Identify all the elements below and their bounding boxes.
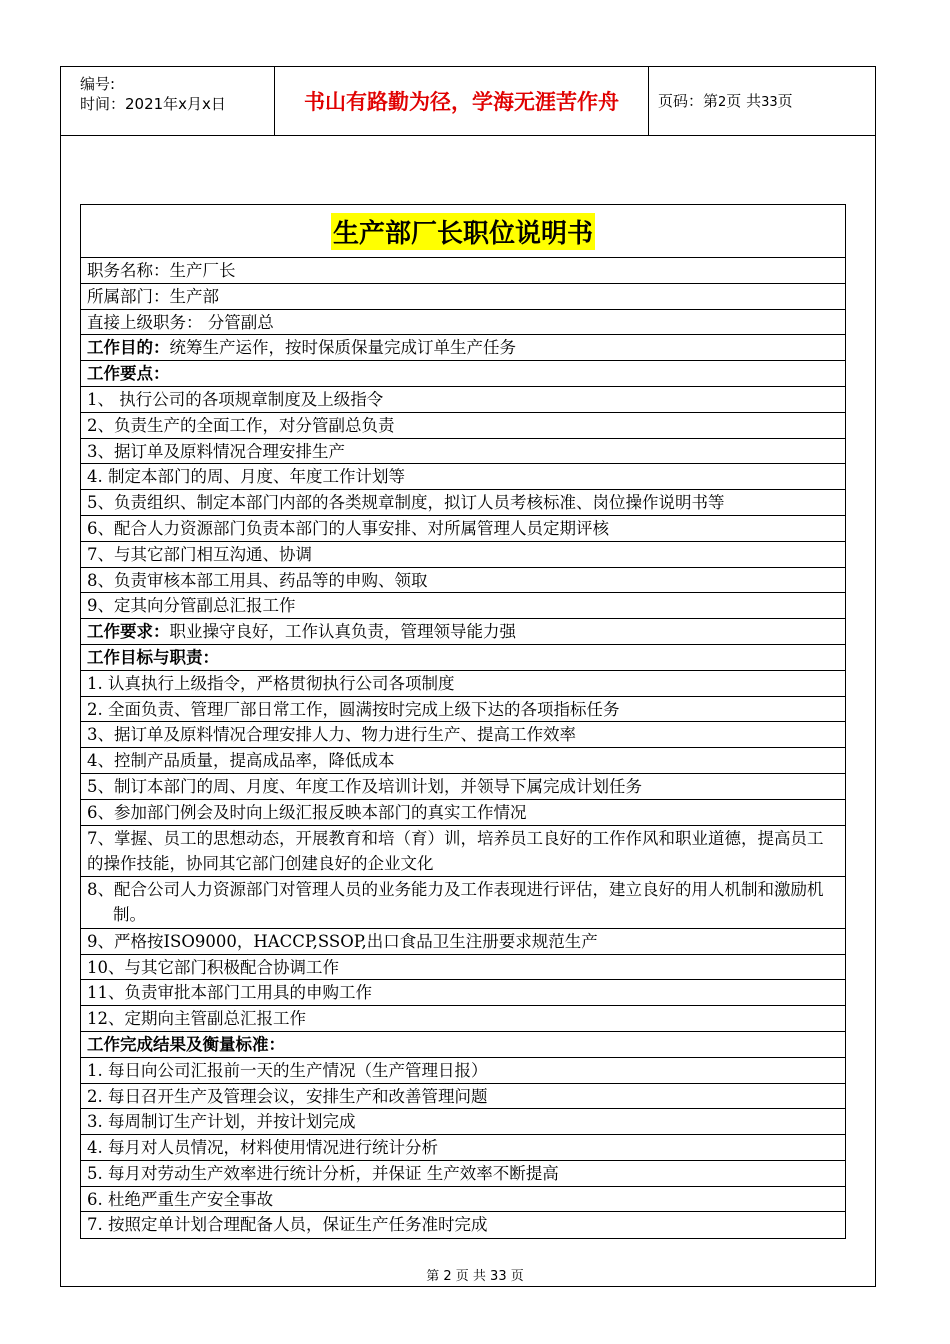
row-text: 3. 每周制订生产计划，并按计划完成 xyxy=(87,1112,356,1132)
row-text: 9、定其向分管副总汇报工作 xyxy=(87,596,296,616)
table-row xyxy=(81,568,845,594)
table-row xyxy=(81,387,845,413)
row-text: 1、 执行公司的各项规章制度及上级指令 xyxy=(87,389,384,409)
row-text: 1. 认真执行上级指令，严格贯彻执行公司各项制度 xyxy=(87,673,455,693)
row-text: 3、据订单及原料情况合理安排生产 xyxy=(87,441,345,461)
row-text: 8、配合公司人力资源部门对管理人员的业务能力及工作表现进行评估，建立良好的用人机制和激励机制。 xyxy=(87,880,824,925)
table-row xyxy=(81,1161,845,1187)
row-text: 5. 每月对劳动生产效率进行统计分析，并保证 生产效率不断提高 xyxy=(87,1163,559,1183)
row-text: 4、控制产品质量，提高成品率，降低成本 xyxy=(87,751,395,771)
row-text: 4. 制定本部门的周、月度、年度工作计划等 xyxy=(87,467,405,487)
row-heading: 工作要求： xyxy=(87,622,170,642)
table-row xyxy=(81,1109,845,1135)
table-row xyxy=(81,619,845,645)
table-row xyxy=(81,439,845,465)
page-total: 33 xyxy=(761,95,778,110)
table-body xyxy=(81,258,845,1238)
row-heading: 工作要点： xyxy=(87,364,170,384)
table-row xyxy=(81,774,845,800)
table-row xyxy=(81,310,845,336)
table-row xyxy=(81,1135,845,1161)
document-number-label: 编号: xyxy=(80,75,116,93)
table-row xyxy=(81,1084,845,1110)
table-row xyxy=(81,748,845,774)
row-text: 5、负责组织、制定本部门内部的各类规章制度，拟订人员考核标准、岗位操作说明书等 xyxy=(87,493,725,513)
row-text: 12、定期向主管副总汇报工作 xyxy=(87,1009,306,1029)
row-text: 7、掌握、员工的思想动态，开展教育和培（育）训，培养员工良好的工作作风和职业道德，提高员工的操作技能，协同其它部门创建良好的企业文化 xyxy=(87,828,824,873)
row-text: 11、负责审批本部门工用具的申购工作 xyxy=(87,983,372,1003)
page-suffix: 页 xyxy=(777,92,793,110)
row-text: 2. 每日召开生产及管理会议，安排生产和改善管理问题 xyxy=(87,1086,488,1106)
page-current: 2 xyxy=(718,95,727,110)
table-row xyxy=(81,697,845,723)
table-row xyxy=(81,826,845,878)
row-text: 统筹生产运作，按时保质保量完成订单生产任务 xyxy=(169,338,516,358)
table-row xyxy=(81,800,845,826)
row-heading: 工作完成结果及衡量标准： xyxy=(87,1034,285,1054)
table-row xyxy=(81,413,845,439)
row-text: 4. 每月对人员情况，材料使用情况进行统计分析 xyxy=(87,1138,438,1158)
row-text: 6、配合人力资源部门负责本部门的人事安排、对所属管理人员定期评核 xyxy=(87,518,609,538)
table-row xyxy=(81,490,845,516)
row-text: 3、据订单及原料情况合理安排人力、物力进行生产、提高工作效率 xyxy=(87,725,576,745)
table-row xyxy=(81,929,845,955)
table-row xyxy=(81,542,845,568)
header-divider xyxy=(648,66,649,136)
page-mid: 页 共 xyxy=(726,92,762,110)
header-motto: 书山有路勤为径，学海无涯苦作舟 xyxy=(304,90,619,114)
table-row xyxy=(81,1187,845,1213)
table-row xyxy=(81,1212,845,1238)
hanging-text xyxy=(87,877,839,928)
table-row xyxy=(81,980,845,1006)
document-date: 时间：2021年x月x日 xyxy=(80,95,226,113)
job-description-table xyxy=(80,204,846,1239)
row-text: 9、严格按ISO9000，HACCP,SSOP,出口食品卫生注册要求规范生产 xyxy=(87,931,598,951)
page-footer: 第 2 页 共 33 页 xyxy=(426,1269,524,1284)
row-text: 2. 全面负责、管理厂部日常工作，圆满按时完成上级下达的各项指标任务 xyxy=(87,699,620,719)
row-text: 8、负责审核本部工用具、药品等的申购、领取 xyxy=(87,570,428,590)
page-prefix: 页码：第 xyxy=(658,92,719,110)
row-text: 5、制订本部门的周、月度、年度工作及培训计划，并领导下属完成计划任务 xyxy=(87,776,642,796)
header-page-indicator xyxy=(658,90,793,111)
table-row xyxy=(81,284,845,310)
table-row xyxy=(81,1032,845,1058)
row-text: 7. 按照定单计划合理配备人员，保证生产任务准时完成 xyxy=(87,1215,488,1235)
table-row xyxy=(81,1058,845,1084)
table-row xyxy=(81,464,845,490)
table-row xyxy=(81,645,845,671)
row-text: 1. 每日向公司汇报前一天的生产情况（生产管理日报） xyxy=(87,1060,488,1080)
row-heading: 工作目标与职责： xyxy=(87,647,219,667)
row-text: 职业操守良好，工作认真负责，管理领导能力强 xyxy=(169,622,516,642)
table-row xyxy=(81,593,845,619)
table-row xyxy=(81,1006,845,1032)
title-row xyxy=(81,205,845,258)
table-row xyxy=(81,955,845,981)
row-text: 6、参加部门例会及时向上级汇报反映本部门的真实工作情况 xyxy=(87,802,527,822)
row-text: 6. 杜绝严重生产安全事故 xyxy=(87,1189,273,1209)
header-meta xyxy=(80,74,226,114)
table-row xyxy=(81,877,845,929)
table-row xyxy=(81,722,845,748)
document-title: 生产部厂长职位说明书 xyxy=(331,213,595,250)
table-row xyxy=(81,671,845,697)
table-row xyxy=(81,516,845,542)
row-text: 10、与其它部门积极配合协调工作 xyxy=(87,957,339,977)
row-text: 所属部门：生产部 xyxy=(87,286,219,306)
row-text: 2、负责生产的全面工作，对分管副总负责 xyxy=(87,415,395,435)
row-text: 7、与其它部门相互沟通、协调 xyxy=(87,544,312,564)
row-text: 直接上级职务： 分管副总 xyxy=(87,312,274,332)
table-row xyxy=(81,258,845,284)
row-heading: 工作目的： xyxy=(87,338,170,358)
table-row xyxy=(81,361,845,387)
page-header xyxy=(60,66,876,136)
row-text: 职务名称：生产厂长 xyxy=(87,261,236,280)
table-row xyxy=(81,335,845,361)
